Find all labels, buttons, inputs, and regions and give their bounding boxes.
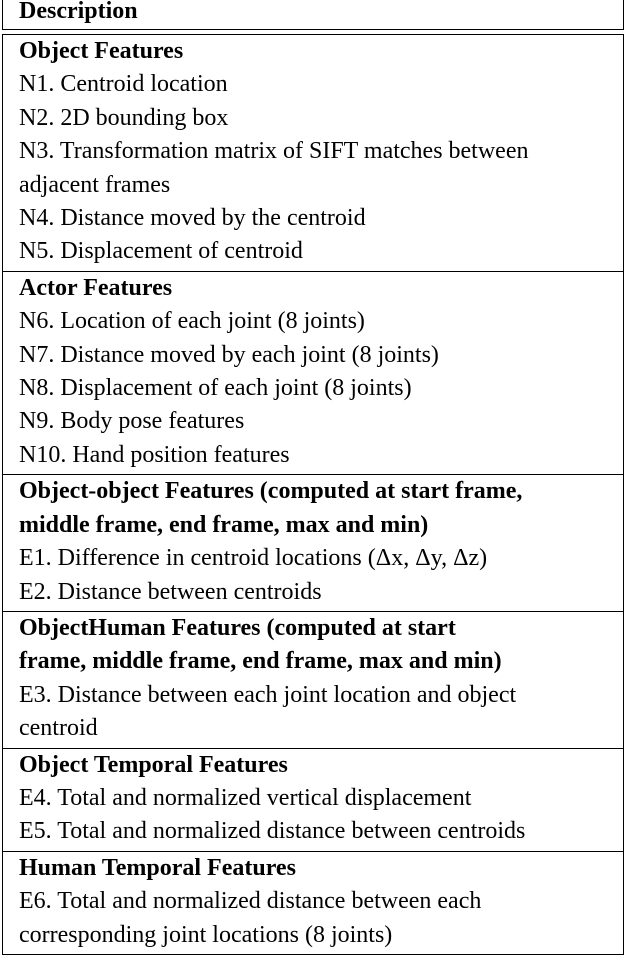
feature-item-continuation: corresponding joint locations (8 joints) — [19, 921, 393, 948]
table-header-row — [2, 0, 624, 30]
feature-item: E1. Difference in centroid locations (Δx, Δy, Δz) — [19, 545, 488, 572]
feature-table — [2, 0, 624, 955]
feature-item: E2. Distance between centroids — [19, 578, 322, 605]
feature-item-continuation: adjacent frames — [19, 171, 171, 198]
feature-item: N4. Distance moved by the centroid — [19, 205, 366, 232]
description-column-header: Description — [19, 0, 138, 24]
section-title: Object Temporal Features — [19, 751, 288, 778]
feature-item: N10. Hand position features — [19, 441, 290, 468]
feature-item: E4. Total and normalized vertical displacement — [19, 784, 472, 811]
feature-item: N3. Transformation matrix of SIFT matches between — [19, 138, 529, 165]
feature-item: N1. Centroid location — [19, 71, 228, 98]
feature-item: E5. Total and normalized distance between centroids — [19, 818, 526, 845]
feature-item: E3. Distance between each joint location and object — [19, 681, 517, 708]
section-title: middle frame, end frame, max and min) — [19, 511, 429, 538]
feature-section — [2, 272, 624, 475]
feature-item: N5. Displacement of centroid — [19, 238, 303, 265]
feature-item: N6. Location of each joint (8 joints) — [19, 308, 365, 335]
section-title: Actor Features — [19, 274, 173, 301]
feature-item: N9. Body pose features — [19, 408, 245, 435]
feature-section — [2, 852, 624, 955]
feature-section — [2, 34, 624, 272]
section-title: ObjectHuman Features (computed at start — [19, 614, 456, 641]
section-title: frame, middle frame, end frame, max and min) — [19, 648, 502, 675]
feature-item: N8. Displacement of each joint (8 joints) — [19, 375, 412, 402]
feature-section — [2, 475, 624, 612]
section-title: Human Temporal Features — [19, 854, 296, 881]
feature-section — [2, 612, 624, 749]
feature-item: E6. Total and normalized distance between each — [19, 888, 482, 915]
section-title: Object-object Features (computed at start frame, — [19, 478, 523, 505]
feature-section — [2, 749, 624, 852]
section-title: Object Features — [19, 38, 184, 64]
feature-item: N7. Distance moved by each joint (8 joints) — [19, 341, 439, 368]
feature-item: N2. 2D bounding box — [19, 104, 229, 131]
feature-sections — [2, 34, 624, 955]
feature-item-continuation: centroid — [19, 715, 98, 742]
